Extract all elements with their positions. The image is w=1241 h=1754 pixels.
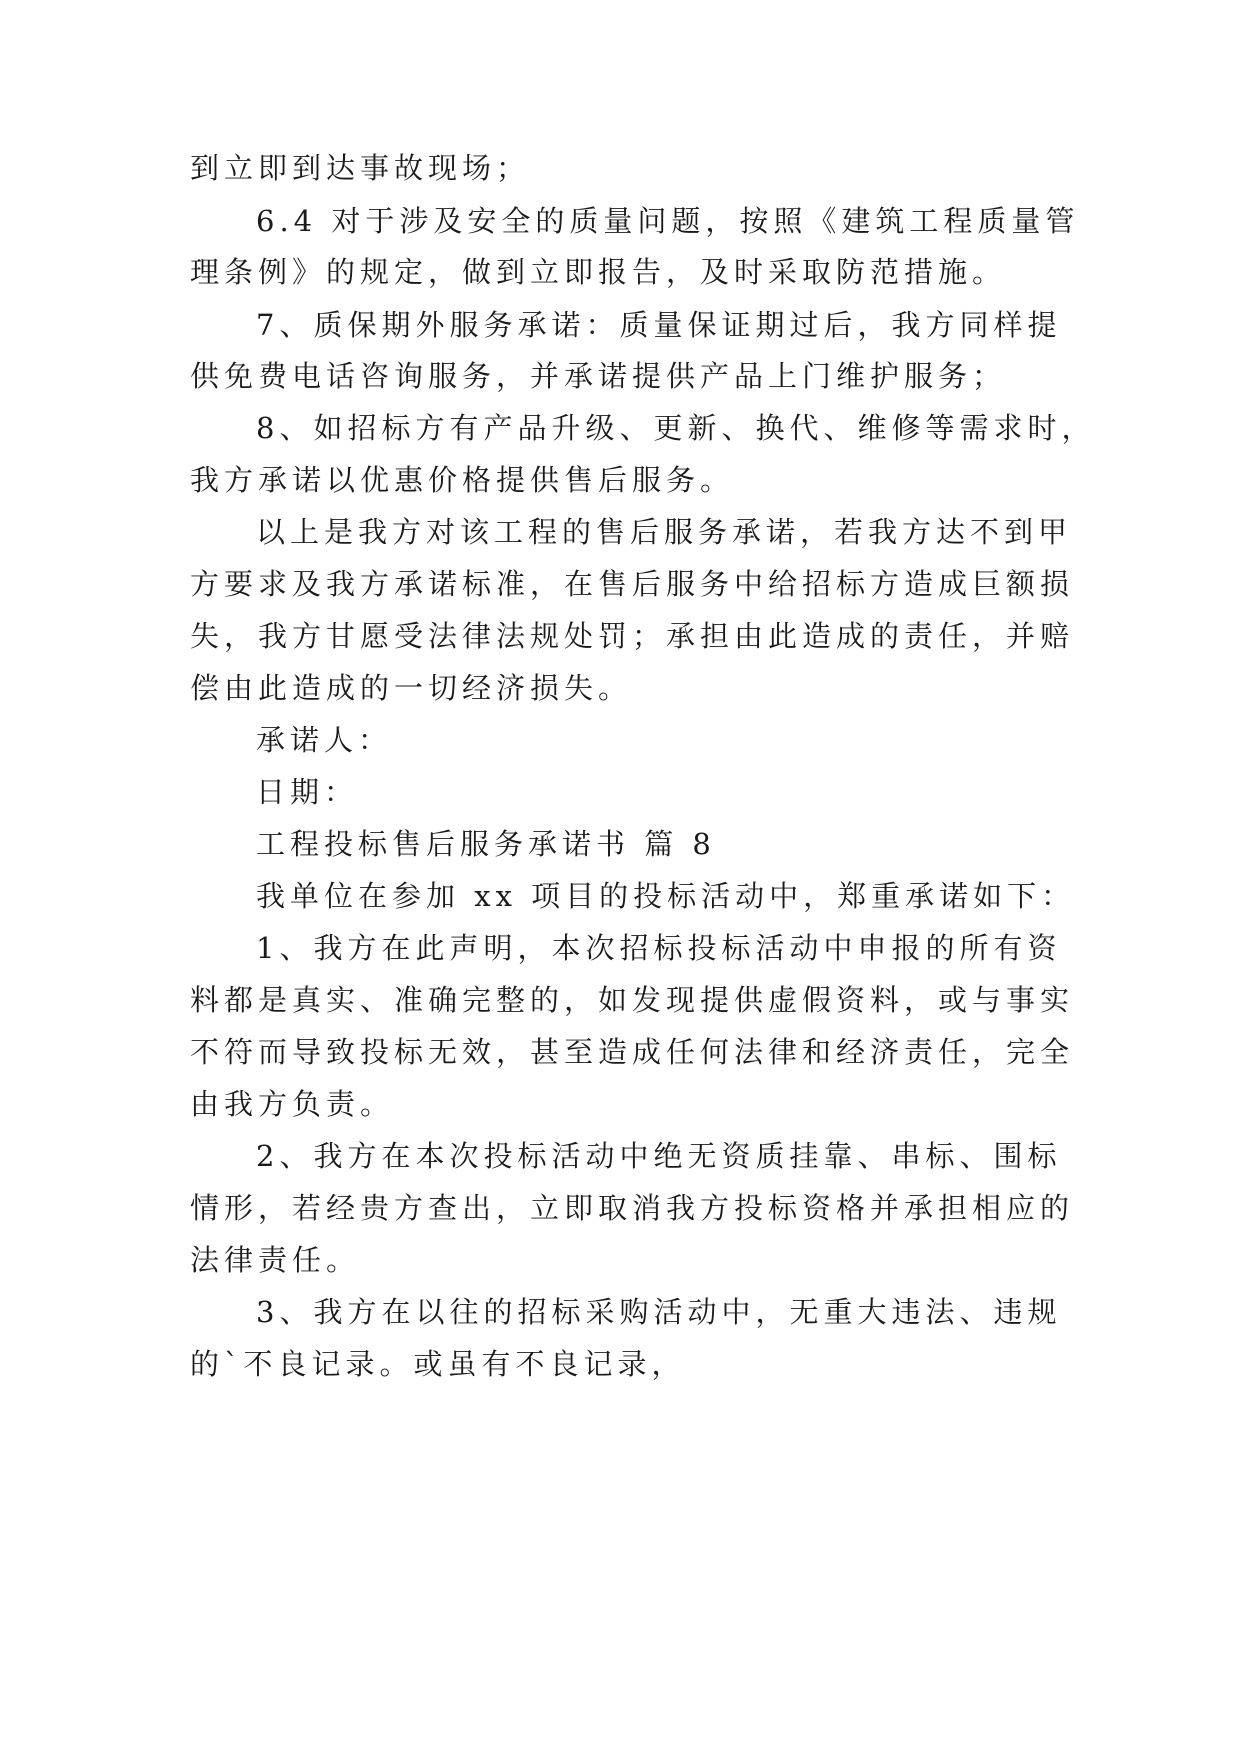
text-line: 1、我方在此声明，本次招标投标活动中申报的所有资 [256, 931, 1062, 965]
text-line: 理条例》的规定，做到立即报告，及时采取防范措施。 [190, 255, 1007, 289]
text-line: 失，我方甘愿受法律法规处罚；承担由此造成的责任，并赔 [190, 619, 1075, 653]
text-line: 供免费电话咨询服务，并承诺提供产品上门维护服务； [190, 359, 1007, 393]
text-line: 的`不良记录。或虽有不良记录， [190, 1347, 686, 1381]
text-line: 以上是我方对该工程的售后服务承诺，若我方达不到甲 [256, 515, 1073, 549]
text-line: 不符而导致投标无效，甚至造成任何法律和经济责任，完全 [190, 1035, 1075, 1069]
text-line: 我方承诺以优惠价格提供售后服务。 [190, 463, 735, 497]
section-heading: 工程投标售后服务承诺书 篇 8 [256, 827, 716, 861]
text-line: 到立即到达事故现场； [190, 151, 531, 185]
text-line: 承诺人： [256, 723, 393, 757]
text-line: 偿由此造成的一切经济损失。 [190, 671, 633, 705]
text-line: 法律责任。 [190, 1243, 361, 1277]
text-line: 情形，若经贵方查出，立即取消我方投标资格并承担相应的 [190, 1191, 1075, 1225]
text-line: 3、我方在以往的招标采购活动中，无重大违法、违规 [256, 1295, 1062, 1329]
text-line: 日期： [256, 775, 359, 809]
text-line: 8、如招标方有产品升级、更新、换代、维修等需求时， [256, 411, 1096, 445]
text-line: 料都是真实、准确完整的，如发现提供虚假资料，或与事实 [190, 983, 1075, 1017]
text-line: 我单位在参加 xx 项目的投标活动中，郑重承诺如下： [256, 879, 1076, 913]
text-line: 由我方负责。 [190, 1087, 395, 1121]
text-line: 2、我方在本次投标活动中绝无资质挂靠、串标、围标 [256, 1139, 1062, 1173]
text-line: 6.4 对于涉及安全的质量问题，按照《建筑工程质量管 [256, 204, 1080, 238]
text-line: 方要求及我方承诺标准，在售后服务中给招标方造成巨额损 [190, 567, 1075, 601]
text-line: 7、质保期外服务承诺：质量保证期过后，我方同样提 [256, 308, 1062, 342]
